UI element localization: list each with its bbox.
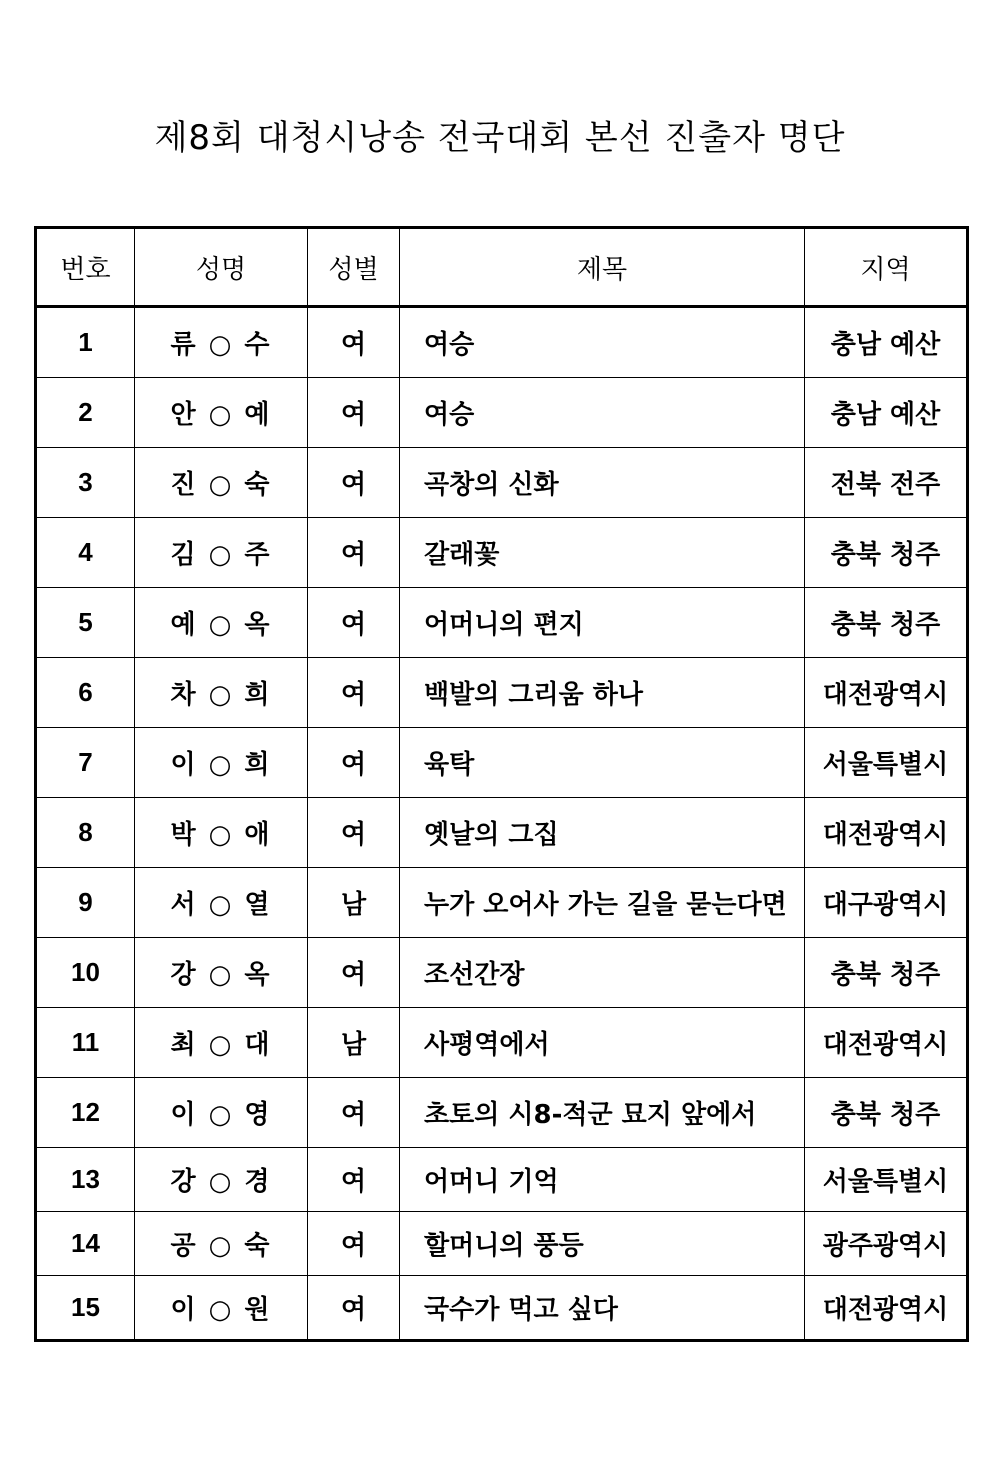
row-sex: 여: [308, 448, 400, 518]
row-sex: 여: [308, 378, 400, 448]
row-name: 최 ○ 대: [135, 1008, 308, 1078]
row-region: 서울특별시: [805, 728, 968, 798]
row-number: 5: [36, 588, 135, 658]
row-sex: 여: [308, 938, 400, 1008]
row-region: 충남 예산: [805, 378, 968, 448]
row-title: 국수가 먹고 싶다: [400, 1276, 805, 1341]
row-region: 전북 전주: [805, 448, 968, 518]
row-sex: 여: [308, 588, 400, 658]
table-row: [36, 1008, 968, 1078]
row-title: 누가 오어사 가는 길을 묻는다면: [400, 868, 805, 938]
row-sex: 여: [308, 728, 400, 798]
row-region: 대전광역시: [805, 1276, 968, 1341]
row-sex: 여: [308, 798, 400, 868]
row-name: 공 ○ 숙: [135, 1212, 308, 1276]
row-sex: 여: [308, 1212, 400, 1276]
row-name: 예 ○ 옥: [135, 588, 308, 658]
row-number: 7: [36, 728, 135, 798]
row-sex: 남: [308, 868, 400, 938]
row-number: 15: [36, 1276, 135, 1341]
row-sex: 여: [308, 658, 400, 728]
table-row: [36, 1148, 968, 1212]
row-title: 갈래꽃: [400, 518, 805, 588]
row-name: 이 ○ 희: [135, 728, 308, 798]
row-region: 대구광역시: [805, 868, 968, 938]
row-title: 옛날의 그집: [400, 798, 805, 868]
row-name: 강 ○ 경: [135, 1148, 308, 1212]
row-region: 대전광역시: [805, 658, 968, 728]
row-region: 충남 예산: [805, 307, 968, 378]
row-number: 14: [36, 1212, 135, 1276]
row-name: 이 ○ 원: [135, 1276, 308, 1341]
table-row: [36, 728, 968, 798]
row-title: 할머니의 풍등: [400, 1212, 805, 1276]
finalist-table: [34, 226, 969, 1342]
row-name: 이 ○ 영: [135, 1078, 308, 1148]
row-number: 8: [36, 798, 135, 868]
row-number: 13: [36, 1148, 135, 1212]
header-name: 성명: [135, 228, 308, 307]
row-number: 1: [36, 307, 135, 378]
row-number: 4: [36, 518, 135, 588]
table-body: [36, 307, 968, 1341]
row-number: 9: [36, 868, 135, 938]
row-name: 안 ○ 예: [135, 378, 308, 448]
table-row: [36, 798, 968, 868]
row-number: 3: [36, 448, 135, 518]
row-name: 진 ○ 숙: [135, 448, 308, 518]
row-region: 서울특별시: [805, 1148, 968, 1212]
table-row: [36, 307, 968, 378]
row-name: 류 ○ 수: [135, 307, 308, 378]
table-row: [36, 868, 968, 938]
row-name: 박 ○ 애: [135, 798, 308, 868]
row-title: 백발의 그리움 하나: [400, 658, 805, 728]
header-title: 제목: [400, 228, 805, 307]
table-row: [36, 658, 968, 728]
row-title: 육탁: [400, 728, 805, 798]
header-region: 지역: [805, 228, 968, 307]
row-title: 어머니 기억: [400, 1148, 805, 1212]
header-number: 번호: [36, 228, 135, 307]
row-sex: 여: [308, 1148, 400, 1212]
row-region: 대전광역시: [805, 798, 968, 868]
row-number: 6: [36, 658, 135, 728]
row-number: 10: [36, 938, 135, 1008]
row-region: 충북 청주: [805, 588, 968, 658]
table-header-row: [36, 228, 968, 307]
table-row: [36, 1212, 968, 1276]
row-sex: 여: [308, 518, 400, 588]
row-title: 초토의 시8-적군 묘지 앞에서: [400, 1078, 805, 1148]
row-name: 김 ○ 주: [135, 518, 308, 588]
row-title: 여승: [400, 378, 805, 448]
row-number: 11: [36, 1008, 135, 1078]
row-title: 곡창의 신화: [400, 448, 805, 518]
document-title: 제8회 대청시낭송 전국대회 본선 진출자 명단: [154, 118, 846, 158]
row-name: 강 ○ 옥: [135, 938, 308, 1008]
row-title: 여승: [400, 307, 805, 378]
row-sex: 여: [308, 1276, 400, 1341]
row-region: 충북 청주: [805, 938, 968, 1008]
row-region: 광주광역시: [805, 1212, 968, 1276]
table-row: [36, 1078, 968, 1148]
row-region: 충북 청주: [805, 1078, 968, 1148]
row-title: 사평역에서: [400, 1008, 805, 1078]
row-number: 2: [36, 378, 135, 448]
table-row: [36, 448, 968, 518]
table-row: [36, 378, 968, 448]
row-title: 어머니의 편지: [400, 588, 805, 658]
row-sex: 여: [308, 1078, 400, 1148]
row-sex: 여: [308, 307, 400, 378]
row-sex: 남: [308, 1008, 400, 1078]
table-row: [36, 938, 968, 1008]
row-name: 서 ○ 열: [135, 868, 308, 938]
row-number: 12: [36, 1078, 135, 1148]
row-name: 차 ○ 희: [135, 658, 308, 728]
table-row: [36, 1276, 968, 1341]
header-sex: 성별: [308, 228, 400, 307]
row-title: 조선간장: [400, 938, 805, 1008]
table-row: [36, 518, 968, 588]
table-row: [36, 588, 968, 658]
row-region: 대전광역시: [805, 1008, 968, 1078]
row-region: 충북 청주: [805, 518, 968, 588]
